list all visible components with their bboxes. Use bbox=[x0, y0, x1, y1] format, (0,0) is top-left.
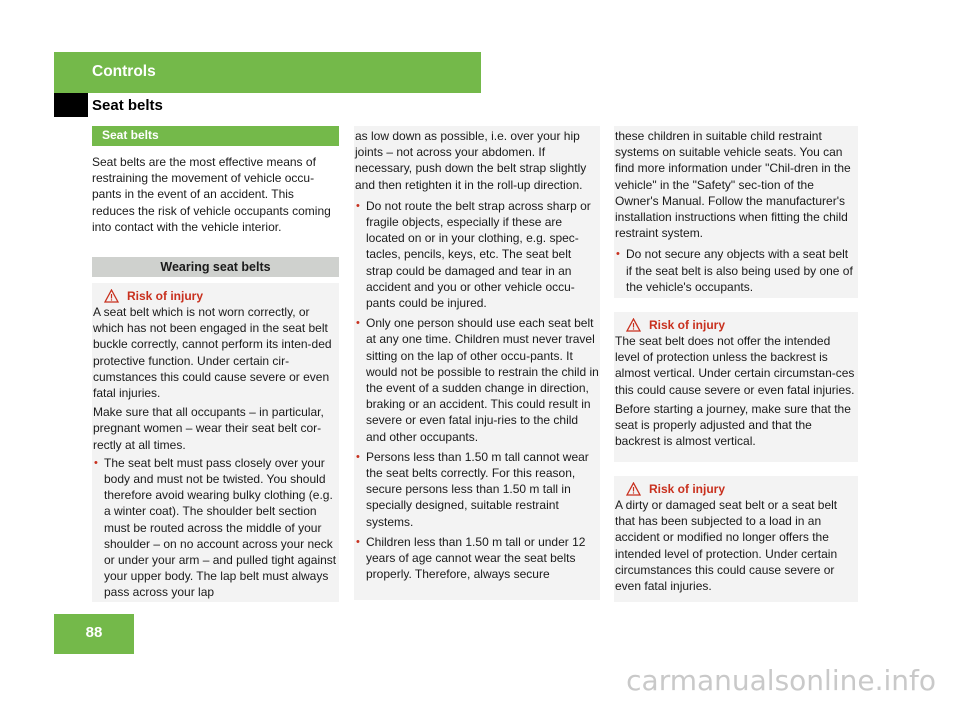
warning-box bbox=[614, 476, 858, 602]
heading-seat-belts: Seat belts bbox=[92, 126, 339, 146]
warning-paragraph: The seat belt does not offer the intended level of protection unless the backrest is almost vertical. Under certain circumstan-ces this could cause severe or even fatal injuries. bbox=[615, 334, 855, 397]
list-item: • The seat belt must pass closely over your body and must not be twisted. You should therefore avoid wearing bulky clothing (e.g. a winter coat). The shoulder belt section must be routed across the middle of your shoulder – on no account across your neck or under your arm – and pulled tight against your upper body. The lap belt must always pass across your lap bbox=[94, 455, 337, 600]
list-item: • Children less than 1.50 m tall or under 12 years of age cannot wear the seat belts properly. Therefore, always secure bbox=[356, 534, 586, 582]
list-item: • Do not route the belt strap across sharp or fragile objects, especially if these are located on or in your clothing, e.g. spec-tacles, pencils, keys, etc. The seat belt strap could be damaged and tear in an accident and you or other vehicle occu-pants could be injured. bbox=[356, 198, 591, 311]
warning-box-continued bbox=[614, 126, 858, 298]
subheading-wearing-seat-belts: Wearing seat belts bbox=[92, 257, 339, 277]
list-item: • Do not secure any objects with a seat belt if the seat belt is also being used by one of the vehicle's occupants. bbox=[616, 247, 853, 294]
section-title: Controls bbox=[92, 63, 156, 80]
warning-triangle-icon bbox=[626, 482, 641, 496]
intro-paragraph: Seat belts are the most effective means of restraining the movement of vehicle occu-pants in the event of an accident. This reduces the risk of vehicle occupants coming into contact with the vehicle interior. bbox=[92, 155, 331, 234]
warning-box bbox=[614, 312, 858, 462]
column-1 bbox=[92, 126, 339, 602]
warning-box bbox=[92, 283, 339, 602]
list-item: • Only one person should use each seat belt at any one time. Children must never travel sitting on the lap of other occu-pants. It would not be possible to restrain the child in the event of a sudden change in direction, braking or an accident. This could result in severe or even fatal inju-ries to the child and other occupants. bbox=[356, 316, 599, 444]
column-3 bbox=[614, 126, 858, 602]
continued-paragraph: as low down as possible, i.e. over your hip joints – not across your abdomen. If necessary, push down the belt strap slightly and then retighten it in the roll-up direction. bbox=[355, 129, 587, 192]
page-number: 88 bbox=[54, 614, 134, 654]
warning-triangle-icon bbox=[626, 318, 641, 332]
warning-title: Risk of injury bbox=[614, 481, 857, 497]
page-title: Seat belts bbox=[92, 97, 163, 114]
watermark: carmanualsonline.info bbox=[626, 664, 936, 697]
section-header bbox=[54, 52, 481, 93]
warning-title: Risk of injury bbox=[92, 288, 338, 304]
warning-title: Risk of injury bbox=[614, 317, 857, 333]
warning-triangle-icon bbox=[104, 289, 119, 303]
warning-paragraph: Make sure that all occupants – in particular, pregnant women – wear their seat belt cor-rectly at all times. bbox=[93, 405, 324, 452]
header-black-tab bbox=[54, 93, 88, 117]
warning-box-continued bbox=[354, 126, 600, 600]
warning-paragraph: A dirty or damaged seat belt or a seat belt that has been subjected to a load in an accident or modified no longer offers the intended level of protection. Under certain circumstances this could cause severe or even fatal injuries. bbox=[615, 498, 838, 594]
continued-paragraph: these children in suitable child restraint systems on suitable vehicle seats. You can find more information under "Chil-dren in the vehicle" in the "Safety" sec-tion of the Owner's Manual. Follow the manufacturer's installation instructions when fitting the child restraint system. bbox=[615, 129, 851, 241]
list-item: • Persons less than 1.50 m tall cannot wear the seat belts correctly. For this reason, secure persons less than 1.50 m tall in specially designed, suitable restraint systems. bbox=[356, 449, 589, 529]
column-2 bbox=[354, 126, 600, 600]
warning-paragraph: A seat belt which is not worn correctly, or which has not been engaged in the seat belt buckle correctly, cannot perform its inten-ded protective function. Under certain cir-cumstances this could cause severe or even fatal injuries. bbox=[93, 305, 332, 401]
warning-paragraph: Before starting a journey, make sure that the seat is properly adjusted and that the backrest is almost vertical. bbox=[615, 401, 851, 449]
